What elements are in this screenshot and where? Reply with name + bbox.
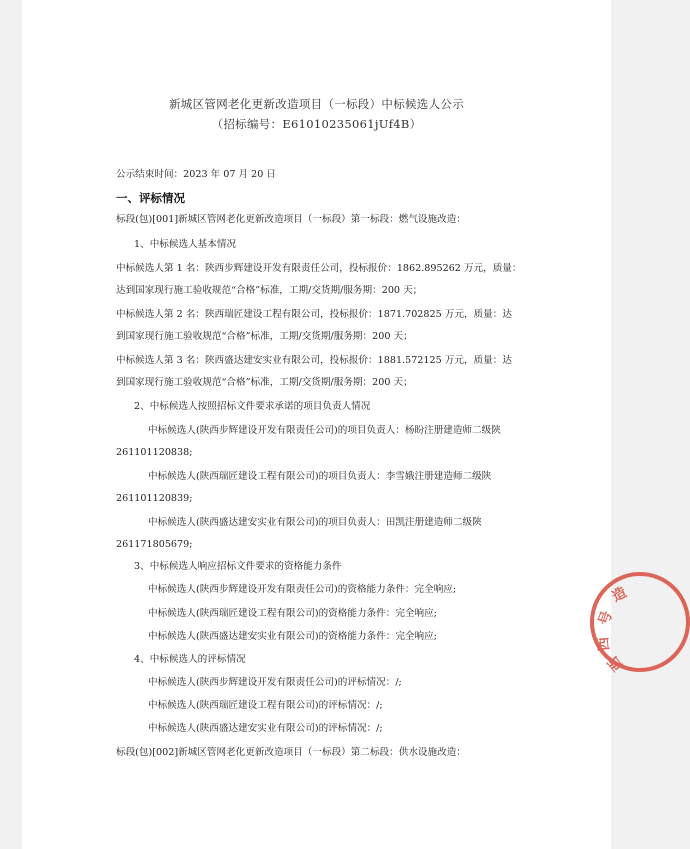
- candidate-2-line-2: 到国家现行施工验收规范“合格”标准，工期/交货期/服务期：200 天；: [116, 331, 413, 342]
- project-manager-3-line-2: 261171805679;: [116, 539, 193, 550]
- section-heading-evaluation: 一、评标情况: [116, 191, 185, 205]
- candidate-1-line-1: 中标候选人第 1 名：陕西步辉建设开发有限责任公司，投标报价：1862.895262 万元，质量：: [116, 263, 522, 274]
- seal-char: 造: [609, 584, 630, 606]
- project-manager-1-line-1: 中标候选人(陕西步辉建设开发有限责任公司)的项目负责人：杨盼注册建造师二级陕: [148, 425, 501, 436]
- project-manager-3-line-1: 中标候选人(陕西盛达建安实业有限公司)的项目负责人：田凯注册建造师二级陕: [148, 517, 482, 528]
- subsection-heading-1: 1、中标候选人基本情况: [134, 239, 237, 250]
- qualification-3: 中标候选人(陕西盛达建安实业有限公司)的资格能力条件：完全响应;: [148, 631, 437, 642]
- project-manager-2-line-1: 中标候选人(陕西瑞匠建设工程有限公司)的项目负责人：李雪娥注册建造师二级陕: [148, 471, 492, 482]
- qualification-2: 中标候选人(陕西瑞匠建设工程有限公司)的资格能力条件：完全响应;: [148, 608, 437, 619]
- subsection-heading-4: 4、中标候选人的评标情况: [134, 654, 246, 665]
- candidate-3-line-2: 到国家现行施工验收规范“合格”标准，工期/交货期/服务期：200 天；: [116, 377, 413, 388]
- evaluation-2: 中标候选人(陕西瑞匠建设工程有限公司)的评标情况：/;: [148, 700, 383, 711]
- subsection-heading-3: 3、中标候选人响应招标文件要求的资格能力条件: [134, 561, 342, 572]
- subsection-heading-2: 2、中标候选人按照招标文件要求承诺的项目负责人情况: [134, 401, 371, 412]
- publicity-end-time: 公示结束时间：2023 年 07 月 20 日: [116, 169, 277, 180]
- seal-char: 号: [596, 609, 616, 628]
- evaluation-3: 中标候选人(陕西盛达建安实业有限公司)的评标情况：/;: [148, 723, 383, 734]
- qualification-1: 中标候选人(陕西步辉建设开发有限责任公司)的资格能力条件：完全响应;: [148, 584, 457, 595]
- candidate-2-line-1: 中标候选人第 2 名：陕西瑞匠建设工程有限公司，投标报价：1871.702825 万元，质量：达: [116, 309, 512, 320]
- candidate-1-line-2: 达到国家现行施工验收规范“合格”标准，工期/交货期/服务期：200 天；: [116, 285, 423, 296]
- document-title: 新城区管网老化更新改造项目（一标段）中标候选人公示: [169, 97, 464, 111]
- project-manager-1-line-2: 261101120838;: [116, 447, 193, 458]
- document-page: [22, 0, 630, 849]
- lot-2-line: 标段(包)[002]新城区管网老化更新改造项目（一标段）第二标段：供水设施改造：: [116, 747, 466, 758]
- seal-char: 西: [595, 636, 613, 652]
- evaluation-1: 中标候选人(陕西步辉建设开发有限责任公司)的评标情况：/;: [148, 677, 402, 688]
- candidate-3-line-1: 中标候选人第 3 名：陕西盛达建安实业有限公司，投标报价：1881.572125 万元，质量：达: [116, 355, 512, 366]
- seal-char: 西: [605, 652, 627, 674]
- official-seal-stamp: [590, 572, 690, 672]
- lot-1-line: 标段(包)[001]新城区管网老化更新改造项目（一标段）第一标段：燃气设施改造：: [116, 214, 466, 225]
- tender-number: （招标编号：E61010235061jUf4B）: [211, 117, 422, 131]
- project-manager-2-line-2: 261101120839;: [116, 493, 193, 504]
